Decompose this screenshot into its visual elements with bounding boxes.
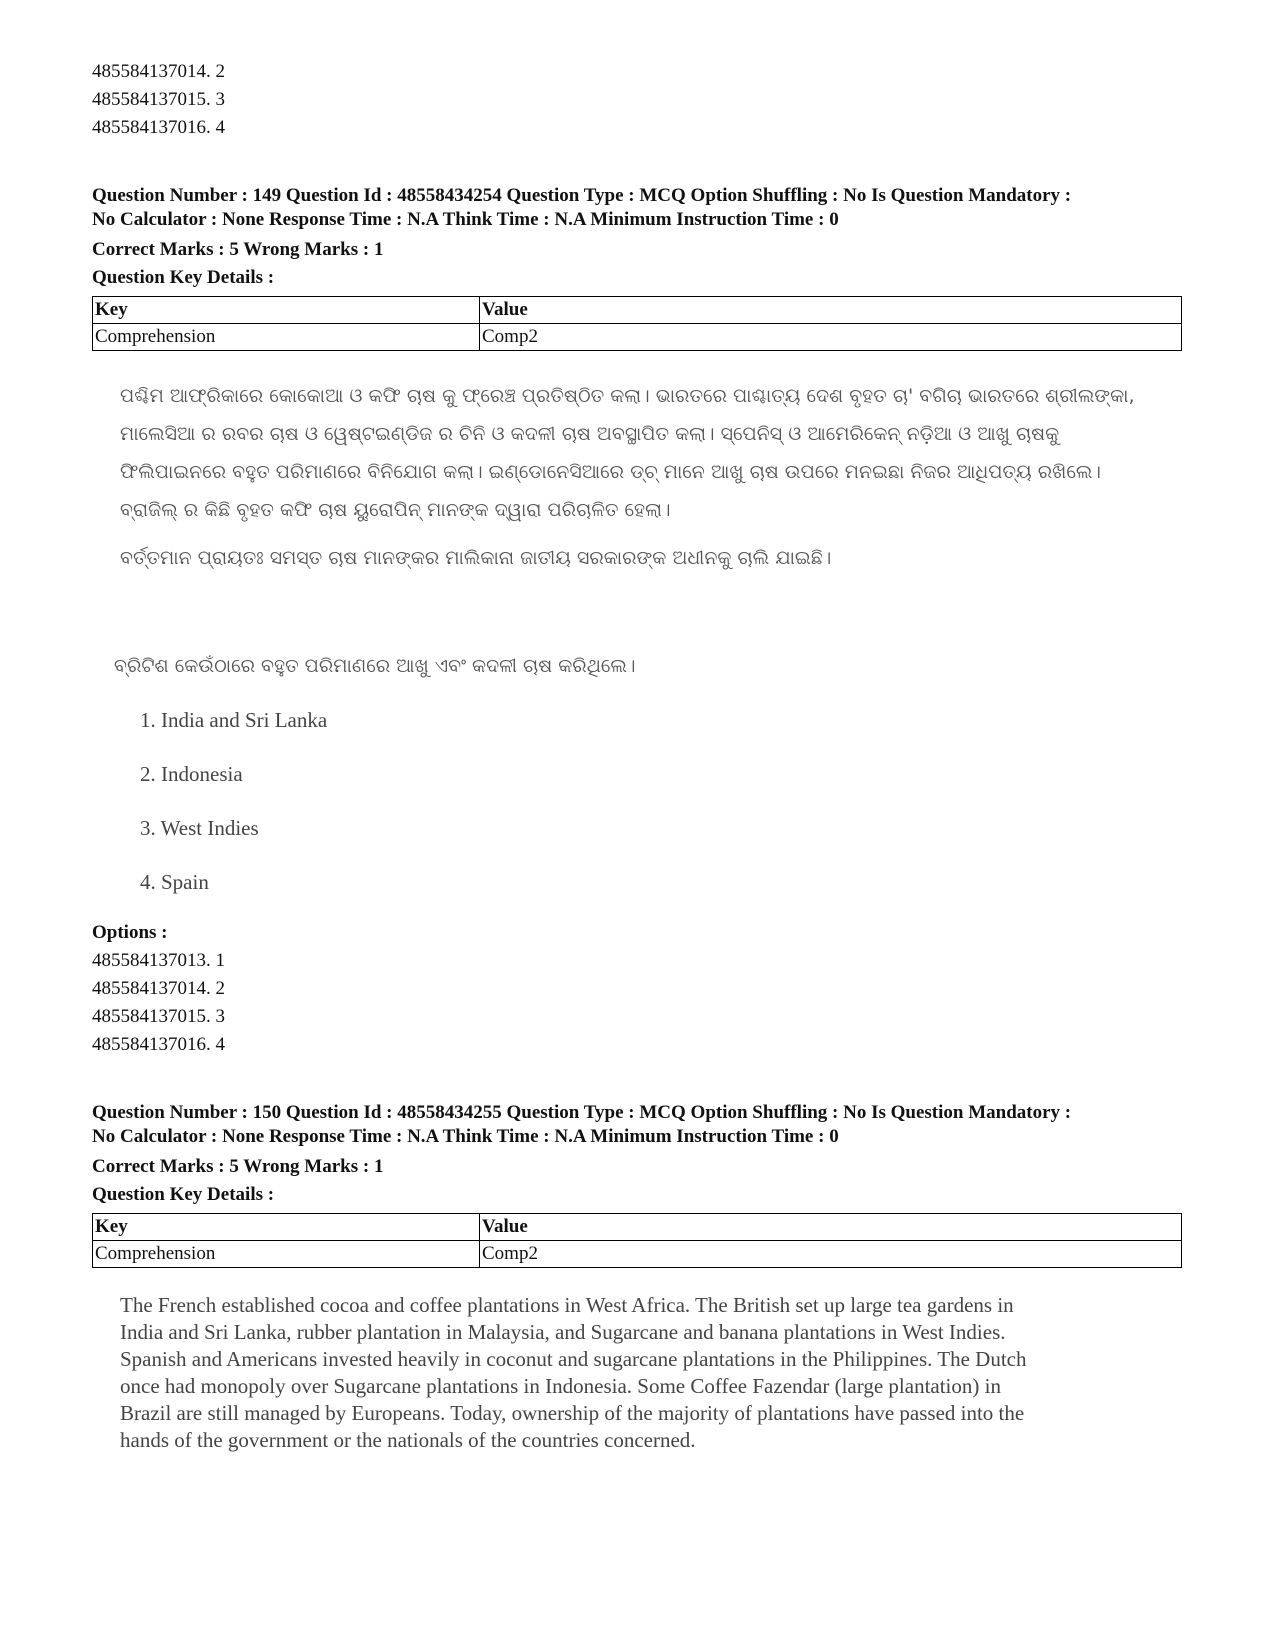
passage-line: The French established cocoa and coffee plantations in West Africa. The British set up large tea gardens in — [120, 1293, 1014, 1317]
marks-line: Correct Marks : 5 Wrong Marks : 1 — [92, 239, 384, 260]
passage-line: India and Sri Lanka, rubber plantation in Malaysia, and Sugarcane and banana plantations in West Indies. — [120, 1320, 1006, 1344]
key-details-label: Question Key Details : — [92, 1184, 275, 1205]
key-details-table — [92, 296, 1182, 351]
previous-options-list — [92, 58, 1182, 142]
option-item: 485584137014. 2 — [92, 61, 225, 82]
table-header-row — [93, 297, 1182, 324]
table-cell-key: Comprehension — [93, 324, 480, 351]
table-cell-value: Comp2 — [480, 1241, 1182, 1268]
choice-item: 4. Spain — [140, 870, 209, 894]
question-149 — [92, 184, 1182, 1059]
table-header-key: Key — [93, 1214, 480, 1241]
choice-item: 2. Indonesia — [140, 762, 243, 786]
odia-passage — [92, 377, 1182, 577]
passage-line: hands of the government or the nationals of the countries concerned. — [120, 1428, 696, 1452]
table-header-value: Value — [480, 297, 1182, 324]
table-header-row — [93, 1214, 1182, 1241]
table-cell-key: Comprehension — [93, 1241, 480, 1268]
passage-line: ବ୍ରାଜିଲ୍ ର କିଛି ବୃହତ କଫି ଚାଷ ୟୁରୋପିନ୍ ମାନଙ୍କ ଦ୍ୱାରା ପରିଚାଳିତ ହେଲା। — [120, 499, 671, 521]
table-row — [93, 1241, 1182, 1268]
passage-paragraph-2: ବର୍ତ୍ତମାନ ପ୍ରାୟତଃ ସମସ୍ତ ଚାଷ ମାନଙ୍କର ମାଲିକାନା ଜାତୀୟ ସରକାରଙ୍କ ଅଧୀନକୁ ଚାଲି ଯାଇଛି। — [120, 547, 832, 569]
key-details-label: Question Key Details : — [92, 267, 275, 288]
question-meta-line2: No Calculator : None Response Time : N.A Think Time : N.A Minimum Instruction Time : 0 — [92, 1126, 839, 1147]
question-meta-line2: No Calculator : None Response Time : N.A Think Time : N.A Minimum Instruction Time : 0 — [92, 209, 839, 230]
passage-line: ମାଲେସିଆ ର ରବର ଚାଷ ଓ ୱେଷ୍ଟଇଣ୍ଡିଜ ର ଚିନି ଓ କଦଳୀ ଚାଷ ଅବସ୍ଥାପିତ କଲା। ସ୍ପେନିସ୍ ଓ ଆମେରିକେନ୍ ନଡ଼ିଆ ଓ ଆଖୁ ଚାଷକୁ — [120, 423, 1060, 445]
passage-line: once had monopoly over Sugarcane plantations in Indonesia. Some Coffee Fazendar (large plantation) in — [120, 1374, 1001, 1398]
passage-line: Brazil are still managed by Europeans. Today, ownership of the majority of plantations have passed into the — [120, 1401, 1025, 1425]
choice-item: 1. India and Sri Lanka — [140, 708, 328, 732]
option-item: 485584137016. 4 — [92, 1034, 225, 1055]
option-item: 485584137014. 2 — [92, 978, 225, 999]
options-list — [92, 947, 1182, 1059]
marks-line: Correct Marks : 5 Wrong Marks : 1 — [92, 1156, 384, 1177]
passage-line: Spanish and Americans invested heavily in coconut and sugarcane plantations in the Philippines. The Dutch — [120, 1347, 1027, 1371]
option-item: 485584137015. 3 — [92, 1006, 225, 1027]
option-item: 485584137013. 1 — [92, 950, 225, 971]
passage-line: ଫିଲିପାଇନରେ ବହୁତ ପରିମାଣରେ ବିନିଯୋଗ କଲା। ଇଣ୍ଡୋନେସିଆରେ ଡ୍ଚ୍ ମାନେ ଆଖୁ ଚାଷ ଉପରେ ମନଇଛା ନିଜର ଆଧିପତ୍ୟ ରଖିଲେ। — [120, 461, 1101, 483]
passage-line: ପଶ୍ଚିମ ଆଫ୍ରିକାରେ କୋକୋଆ ଓ କଫି ଚାଷ କୁ ଫ୍ରେଞ୍ଚ ପ୍ରତିଷ୍ଠିତ କଲା। ଭାରତରେ ପାଶ୍ଚାତ୍ୟ ଦେଶ ବୃହତ ଚା' ବଗିଚା ଭାରତରେ ଶ୍ରୀଲଙ୍କା, — [120, 385, 1135, 407]
options-label: Options : — [92, 922, 168, 943]
question-150 — [92, 1101, 1182, 1454]
question-text: ବ୍ରିଟିଶ କେଉଁଠାରେ ବହୁତ ପରିମାଣରେ ଆଖୁ ଏବଂ କଦଳୀ ଚାଷ କରିଥିଲେ। — [114, 655, 636, 677]
english-passage — [92, 1292, 1150, 1454]
option-item: 485584137016. 4 — [92, 117, 225, 138]
choice-item: 3. West Indies — [140, 816, 259, 840]
question-meta-line1: Question Number : 150 Question Id : 48558434255 Question Type : MCQ Option Shuffling : No Is Question Mandatory : — [92, 1102, 1072, 1123]
table-header-value: Value — [480, 1214, 1182, 1241]
option-item: 485584137015. 3 — [92, 89, 225, 110]
table-row — [93, 324, 1182, 351]
answer-choices — [92, 703, 1182, 919]
document-page — [92, 58, 1182, 1454]
table-cell-value: Comp2 — [480, 324, 1182, 351]
key-details-table — [92, 1213, 1182, 1268]
table-header-key: Key — [93, 297, 480, 324]
question-meta-line1: Question Number : 149 Question Id : 48558434254 Question Type : MCQ Option Shuffling : No Is Question Mandatory : — [92, 185, 1072, 206]
